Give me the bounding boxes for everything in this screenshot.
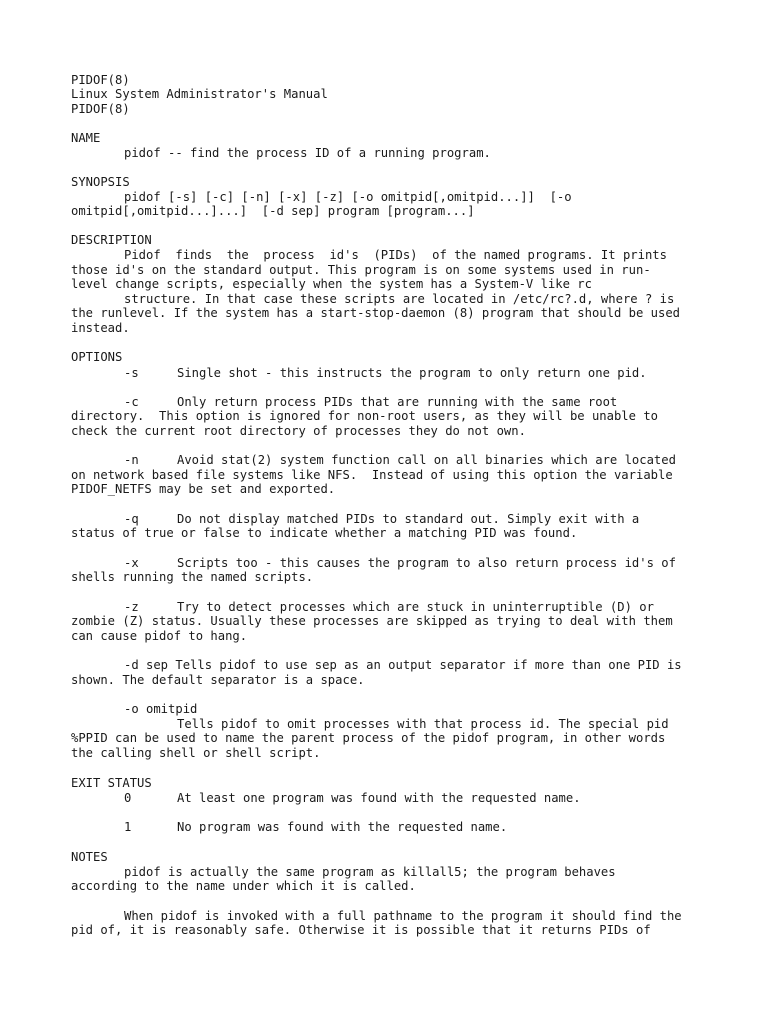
notes-text: pid of, it is reasonably safe. Otherwise it is possible that it returns PIDs of <box>71 923 651 937</box>
option-text-n: Avoid stat(2) system function call on all binaries which are located <box>177 453 676 467</box>
option-text-z: can cause pidof to hang. <box>71 629 248 643</box>
option-text-c: check the current root directory of processes they do not own. <box>71 424 526 438</box>
option-flag-s: -s <box>124 366 139 380</box>
option-text-q: Do not display matched PIDs to standard out. Simply exit with a <box>177 512 640 526</box>
description-line: structure. In that case these scripts are located in /etc/rc?.d, where ? is <box>124 292 675 306</box>
option-text-d: shown. The default separator is a space. <box>71 673 365 687</box>
option-text-o: %PPID can be used to name the parent process of the pidof program, in other words <box>71 731 666 745</box>
description-line: the runlevel. If the system has a start-stop-daemon (8) program that should be used <box>71 306 681 320</box>
section-heading-notes: NOTES <box>71 850 108 864</box>
option-text-d: -d sep Tells pidof to use sep as an output separator if more than one PID is <box>124 658 682 672</box>
option-flag-c: -c <box>124 395 139 409</box>
notes-text: pidof is actually the same program as killall5; the program behaves <box>124 865 616 879</box>
description-line: instead. <box>71 321 130 335</box>
section-heading-synopsis: SYNOPSIS <box>71 175 130 189</box>
description-line: those id's on the standard output. This program is on some systems used in run- <box>71 263 651 277</box>
notes-text: according to the name under which it is called. <box>71 879 416 893</box>
option-text-o: the calling shell or shell script. <box>71 746 321 760</box>
header-right: PIDOF(8) <box>71 102 130 116</box>
option-text-z: Try to detect processes which are stuck in uninterruptible (D) or <box>177 600 654 614</box>
notes-text: When pidof is invoked with a full pathname to the program it should find the <box>124 909 682 923</box>
option-flag-n: -n <box>124 453 139 467</box>
option-flag-q: -q <box>124 512 139 526</box>
section-heading-exit-status: EXIT STATUS <box>71 776 152 790</box>
option-text-q: status of true or false to indicate whether a matching PID was found. <box>71 526 578 540</box>
option-text-c: directory. This option is ignored for non-root users, as they will be unable to <box>71 409 658 423</box>
name-text: pidof -- find the process ID of a running program. <box>124 146 491 160</box>
option-text-o: Tells pidof to omit processes with that process id. The special pid <box>177 717 669 731</box>
exit-text-1: No program was found with the requested name. <box>177 820 508 834</box>
option-text-n: on network based file systems like NFS. Instead of using this option the variable <box>71 468 673 482</box>
option-flag-z: -z <box>124 600 139 614</box>
exit-code-0: 0 <box>124 791 132 805</box>
section-heading-name: NAME <box>71 131 101 145</box>
synopsis-line-2: omitpid[,omitpid...]...] [-d sep] program [program...] <box>71 204 475 218</box>
section-heading-description: DESCRIPTION <box>71 233 152 247</box>
header-center: Linux System Administrator's Manual <box>71 87 328 101</box>
header-left: PIDOF(8) <box>71 73 130 87</box>
option-text-s: Single shot - this instructs the program to only return one pid. <box>177 366 647 380</box>
option-text-x: shells running the named scripts. <box>71 570 314 584</box>
option-flag-x: -x <box>124 556 139 570</box>
section-heading-options: OPTIONS <box>71 350 123 364</box>
option-text-c: Only return process PIDs that are running with the same root <box>177 395 618 409</box>
description-line: Pidof finds the process id's (PIDs) of the named programs. It prints <box>124 248 667 262</box>
option-text-n: PIDOF_NETFS may be set and exported. <box>71 482 336 496</box>
exit-text-0: At least one program was found with the requested name. <box>177 791 581 805</box>
option-text-x: Scripts too - this causes the program to also return process id's of <box>177 556 676 570</box>
option-text-z: zombie (Z) status. Usually these processes are skipped as trying to deal with them <box>71 614 673 628</box>
exit-code-1: 1 <box>124 820 132 834</box>
synopsis-line-1: pidof [-s] [-c] [-n] [-x] [-z] [-o omitpid[,omitpid...]] [-o <box>124 190 572 204</box>
description-line: level change scripts, especially when the system has a System-V like rc <box>71 277 592 291</box>
option-flag-o: -o omitpid <box>124 702 198 716</box>
